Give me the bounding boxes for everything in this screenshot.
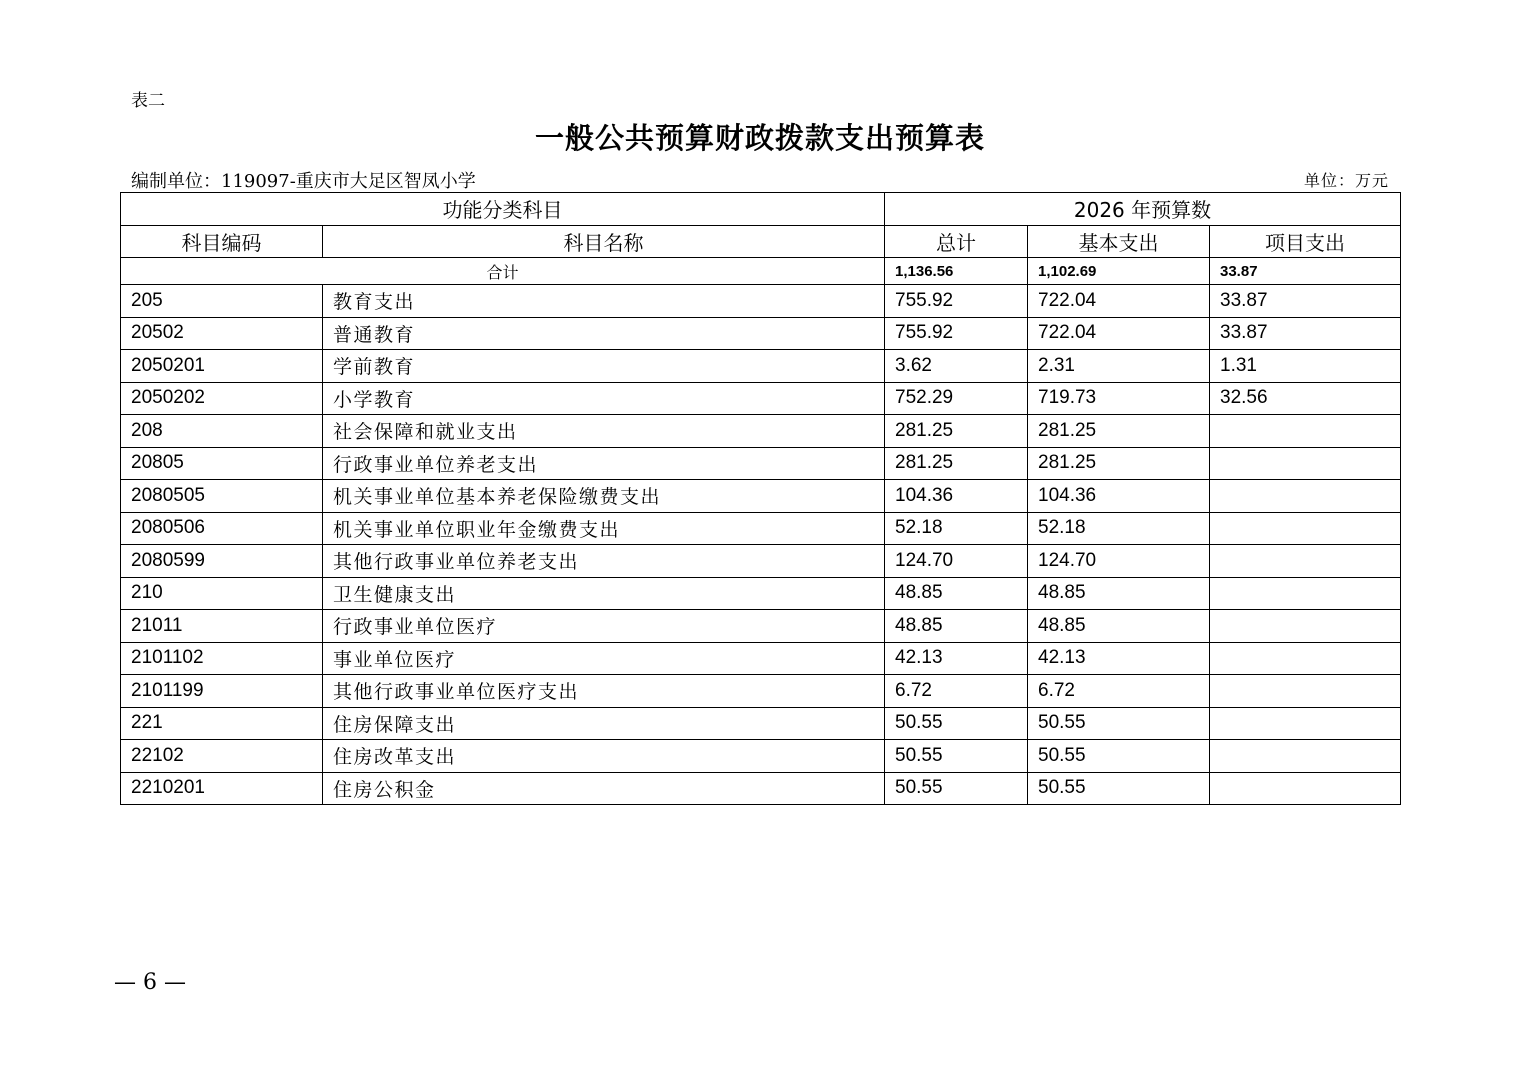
row-code: 22102 xyxy=(121,740,323,773)
row-project xyxy=(1210,642,1401,675)
row-project: 1.31 xyxy=(1210,350,1401,383)
table-row xyxy=(121,675,1401,708)
page-number: — 6 — xyxy=(114,970,186,995)
row-basic: 48.85 xyxy=(1028,610,1210,643)
table-row xyxy=(121,642,1401,675)
row-code: 2050202 xyxy=(121,382,323,415)
row-project xyxy=(1210,415,1401,448)
row-project xyxy=(1210,577,1401,610)
row-basic: 722.04 xyxy=(1028,285,1210,318)
row-basic: 6.72 xyxy=(1028,675,1210,708)
row-code: 2080505 xyxy=(121,480,323,513)
row-total: 50.55 xyxy=(885,740,1028,773)
row-project: 33.87 xyxy=(1210,317,1401,350)
row-project xyxy=(1210,512,1401,545)
row-total: 281.25 xyxy=(885,447,1028,480)
row-total: 752.29 xyxy=(885,382,1028,415)
row-total: 104.36 xyxy=(885,480,1028,513)
row-name: 住房保障支出 xyxy=(323,707,885,740)
header-category: 功能分类科目 xyxy=(121,193,885,226)
row-code: 2101199 xyxy=(121,675,323,708)
row-name: 其他行政事业单位医疗支出 xyxy=(323,675,885,708)
row-total: 48.85 xyxy=(885,610,1028,643)
row-project xyxy=(1210,772,1401,805)
row-project xyxy=(1210,545,1401,578)
total-basic: 1,102.69 xyxy=(1028,258,1210,285)
row-code: 208 xyxy=(121,415,323,448)
org-unit: 编制单位：119097-重庆市大足区智凤小学 xyxy=(131,171,476,192)
row-project xyxy=(1210,740,1401,773)
row-name: 学前教育 xyxy=(323,350,885,383)
row-basic: 52.18 xyxy=(1028,512,1210,545)
row-project xyxy=(1210,610,1401,643)
row-code: 221 xyxy=(121,707,323,740)
header-basic: 基本支出 xyxy=(1028,225,1210,258)
row-project: 32.56 xyxy=(1210,382,1401,415)
row-basic: 281.25 xyxy=(1028,415,1210,448)
row-total: 6.72 xyxy=(885,675,1028,708)
document-title: 一般公共预算财政拨款支出预算表 xyxy=(534,121,985,155)
row-code: 21011 xyxy=(121,610,323,643)
row-name: 教育支出 xyxy=(323,285,885,318)
table-row xyxy=(121,577,1401,610)
row-code: 2101102 xyxy=(121,642,323,675)
table-row xyxy=(121,317,1401,350)
row-total: 281.25 xyxy=(885,415,1028,448)
row-basic: 281.25 xyxy=(1028,447,1210,480)
row-basic: 50.55 xyxy=(1028,740,1210,773)
table-row xyxy=(121,545,1401,578)
total-label: 合计 xyxy=(121,258,885,285)
header-project: 项目支出 xyxy=(1210,225,1401,258)
unit-label: 单位：万元 xyxy=(1303,171,1389,190)
row-total: 42.13 xyxy=(885,642,1028,675)
row-name: 其他行政事业单位养老支出 xyxy=(323,545,885,578)
table-row xyxy=(121,480,1401,513)
row-basic: 2.31 xyxy=(1028,350,1210,383)
table-row xyxy=(121,382,1401,415)
row-basic: 722.04 xyxy=(1028,317,1210,350)
table-row xyxy=(121,610,1401,643)
row-name: 行政事业单位医疗 xyxy=(323,610,885,643)
header-row-top xyxy=(121,193,1401,226)
table-row xyxy=(121,512,1401,545)
row-name: 卫生健康支出 xyxy=(323,577,885,610)
table-label: 表二 xyxy=(131,91,165,111)
row-project xyxy=(1210,675,1401,708)
row-project xyxy=(1210,447,1401,480)
row-name: 住房公积金 xyxy=(323,772,885,805)
row-basic: 42.13 xyxy=(1028,642,1210,675)
row-name: 事业单位医疗 xyxy=(323,642,885,675)
row-code: 210 xyxy=(121,577,323,610)
row-project xyxy=(1210,707,1401,740)
row-total: 50.55 xyxy=(885,772,1028,805)
row-name: 住房改革支出 xyxy=(323,740,885,773)
row-basic: 104.36 xyxy=(1028,480,1210,513)
table-row xyxy=(121,707,1401,740)
row-code: 2210201 xyxy=(121,772,323,805)
row-basic: 50.55 xyxy=(1028,707,1210,740)
header-total: 总计 xyxy=(885,225,1028,258)
table-row xyxy=(121,740,1401,773)
row-total: 755.92 xyxy=(885,317,1028,350)
row-code: 2080506 xyxy=(121,512,323,545)
header-code: 科目编码 xyxy=(121,225,323,258)
total-total: 1,136.56 xyxy=(885,258,1028,285)
table-row xyxy=(121,772,1401,805)
table-row xyxy=(121,285,1401,318)
table-row xyxy=(121,415,1401,448)
row-code: 20805 xyxy=(121,447,323,480)
table-row xyxy=(121,447,1401,480)
row-project: 33.87 xyxy=(1210,285,1401,318)
row-name: 机关事业单位职业年金缴费支出 xyxy=(323,512,885,545)
total-row xyxy=(121,258,1401,285)
row-total: 52.18 xyxy=(885,512,1028,545)
row-project xyxy=(1210,480,1401,513)
budget-table xyxy=(120,192,1401,805)
header-row-sub xyxy=(121,225,1401,258)
row-name: 行政事业单位养老支出 xyxy=(323,447,885,480)
total-project: 33.87 xyxy=(1210,258,1401,285)
row-code: 205 xyxy=(121,285,323,318)
row-total: 48.85 xyxy=(885,577,1028,610)
header-name: 科目名称 xyxy=(323,225,885,258)
table-row xyxy=(121,350,1401,383)
row-basic: 50.55 xyxy=(1028,772,1210,805)
row-total: 124.70 xyxy=(885,545,1028,578)
row-name: 社会保障和就业支出 xyxy=(323,415,885,448)
row-total: 50.55 xyxy=(885,707,1028,740)
row-name: 普通教育 xyxy=(323,317,885,350)
row-total: 3.62 xyxy=(885,350,1028,383)
row-basic: 48.85 xyxy=(1028,577,1210,610)
row-code: 2050201 xyxy=(121,350,323,383)
row-name: 机关事业单位基本养老保险缴费支出 xyxy=(323,480,885,513)
row-basic: 719.73 xyxy=(1028,382,1210,415)
row-code: 20502 xyxy=(121,317,323,350)
header-budget-year: 2026 年预算数 xyxy=(885,193,1401,226)
row-total: 755.92 xyxy=(885,285,1028,318)
row-code: 2080599 xyxy=(121,545,323,578)
row-basic: 124.70 xyxy=(1028,545,1210,578)
row-name: 小学教育 xyxy=(323,382,885,415)
